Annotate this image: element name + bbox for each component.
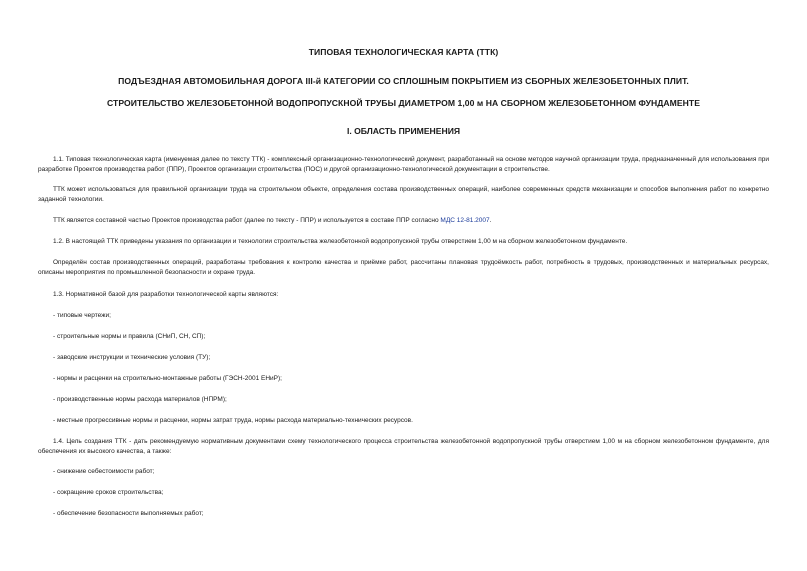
paragraph-1-1: 1.1. Типовая технологическая карта (именуемая далее по тексту ТТК) - комплексный организационно-технологический документ, разработанный на основе методов научной организации труда, предназначенный для использования при разработке Проектов производства работ (ППР), Проектов организации строительства (ПОС) и другой организационно-технологической документации в строительстве. (38, 156, 769, 173)
paragraph-operations: Определён состав производственных операций, разработаны требования к контролю качества и приёмке работ, рассчитаны плановая трудоёмкость работ, потребность в трудовых, производственных и материальных ресурсах, описаны мероприятия по промышленной безопасности и охране труда. (38, 259, 769, 276)
section-title-scope: I. ОБЛАСТЬ ПРИМЕНЕНИЯ (346, 126, 461, 136)
list-item: - типовые чертежи; (53, 312, 111, 319)
paragraph-ttk-ppr (38, 216, 769, 226)
list-item: - местные прогрессивные нормы и расценки, нормы затрат труда, нормы расхода материально-технических ресурсов. (53, 417, 413, 424)
paragraph-ttk-ppr-text: ТТК является составной частью Проектов производства работ (далее по тексту - ППР) и используется в составе ППР согласно (53, 217, 441, 224)
paragraph-1-4: 1.4. Цель создания ТТК - дать рекомендуемую нормативным документами схему технологического процесса строительства железобетонной водопропускной трубы отверстием 1,00 м на сборном железобетонном фундаменте, для обеспечения их высокого качества, а также: (38, 438, 769, 455)
list-item: - обеспечение безопасности выполняемых работ; (53, 510, 204, 517)
list-item: - строительные нормы и правила (СНиП, СН, СП); (53, 333, 206, 340)
paragraph-ttk-ppr-end: . (489, 217, 492, 224)
document-subtitle-road: ПОДЪЕЗДНАЯ АВТОМОБИЛЬНАЯ ДОРОГА III-й КАТЕГОРИИ СО СПЛОШНЫМ ПОКРЫТИЕМ ИЗ СБОРНЫХ ЖЕЛЕЗОБЕТОННЫХ ПЛИТ. (118, 76, 689, 86)
paragraph-1-3: 1.3. Нормативной базой для разработки технологической карты являются: (53, 291, 279, 298)
document-subtitle-pipe: СТРОИТЕЛЬСТВО ЖЕЛЕЗОБЕТОННОЙ ВОДОПРОПУСКНОЙ ТРУБЫ ДИАМЕТРОМ 1,00 м НА СБОРНОМ ЖЕЛЕЗОБЕТОННОМ ФУНДАМЕНТЕ (107, 98, 700, 108)
paragraph-1-2: 1.2. В настоящей ТТК приведены указания по организации и технологии строительства железобетонной водопропускной трубы отверстием 1,00 м на сборном железобетонном фундаменте. (53, 238, 628, 245)
list-item: - производственные нормы расхода материалов (НПРМ); (53, 396, 227, 403)
list-item: - нормы и расценки на строительно-монтажные работы (ГЭСН-2001 ЕНиР); (53, 375, 282, 382)
list-item: - снижение себестоимости работ; (53, 468, 155, 475)
document-title: ТИПОВАЯ ТЕХНОЛОГИЧЕСКАЯ КАРТА (ТТК) (308, 47, 499, 57)
paragraph-ttk-usage: ТТК может использоваться для правильной организации труда на строительном объекте, определения состава производственных операций, наиболее современных средств механизации и способов выполнения работ по конкретно заданной технологии. (38, 186, 769, 203)
list-item: - сокращение сроков строительства; (53, 489, 164, 496)
mds-link[interactable]: МДС 12-81.2007 (440, 217, 490, 224)
list-item: - заводские инструкции и технические условия (ТУ); (53, 354, 211, 361)
